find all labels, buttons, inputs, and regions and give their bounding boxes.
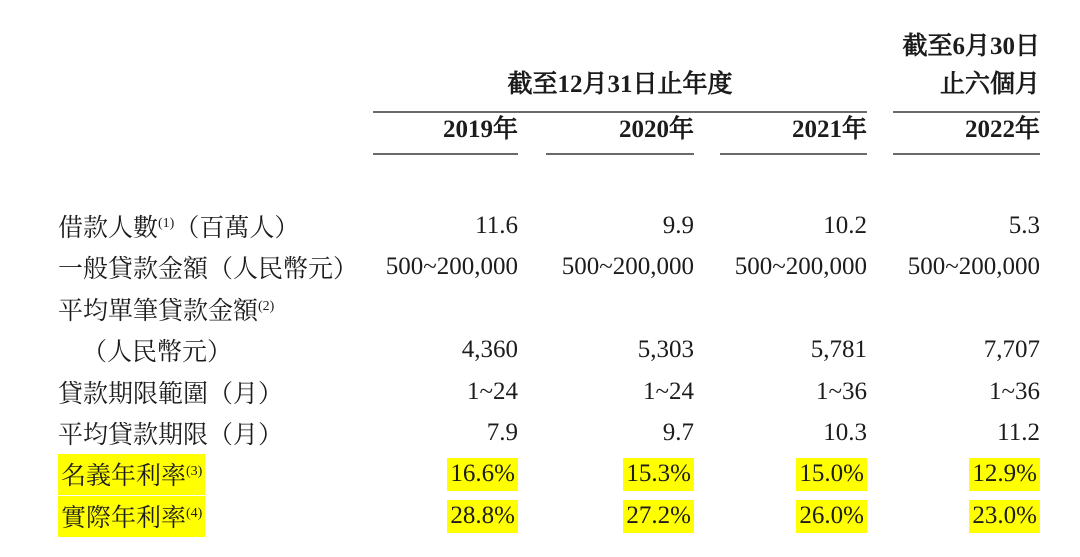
highlighted-value: 27.2% xyxy=(623,500,694,533)
value-cell: 11.6 xyxy=(475,211,518,239)
row-label: 平均貸款期限（月） xyxy=(58,422,284,450)
footnote-marker: (2) xyxy=(258,298,275,314)
highlighted-value: 26.0% xyxy=(796,500,867,533)
loan-statistics-table xyxy=(58,30,1040,537)
footnote-marker: (1) xyxy=(158,215,175,231)
highlighted-value: 16.6% xyxy=(447,458,518,491)
footnote-marker: (3) xyxy=(186,464,203,480)
annual-period-header: 截至12月31日止年度 xyxy=(507,71,733,98)
table-row-effective-apr xyxy=(58,496,1040,538)
header-row-interim-line1 xyxy=(58,30,1040,62)
row-label: 名義年利率$^{(3)}$ xyxy=(58,454,373,496)
row-label: 借款人數$^{(1)}$（百萬人） xyxy=(58,214,300,242)
header-row-periods xyxy=(58,62,1040,100)
value-cell: 7,707 xyxy=(983,336,1040,364)
table-row-average-loan-size-values xyxy=(58,330,1040,372)
footnote-marker: (4) xyxy=(186,505,203,521)
value-cell xyxy=(373,454,518,496)
value-cell: 7.9 xyxy=(486,419,518,447)
value-cell: 9.7 xyxy=(662,419,694,447)
header-row-years xyxy=(58,113,1040,155)
value-cell: 500~200,000 xyxy=(907,253,1040,281)
row-label: （人民幣元） xyxy=(82,339,233,367)
value-cell: 9.9 xyxy=(662,211,694,239)
value-cell xyxy=(720,454,867,496)
row-label: 貸款期限範圍（月） xyxy=(58,380,284,408)
value-cell xyxy=(546,454,694,496)
row-label: 一般貸款金額（人民幣元） xyxy=(58,256,359,284)
table-row-average-loan-size-label xyxy=(58,288,1040,330)
value-cell: 5,303 xyxy=(637,336,694,364)
value-cell xyxy=(373,496,518,538)
year-column-header-2022: 2022年 xyxy=(893,113,1040,155)
year-column-header-2019: 2019年 xyxy=(373,113,518,155)
year-column-header-2021: 2021年 xyxy=(720,113,867,155)
value-cell: 5.3 xyxy=(1008,211,1040,239)
value-cell xyxy=(893,496,1040,538)
year-column-header-2020: 2020年 xyxy=(546,113,694,155)
value-cell: 500~200,000 xyxy=(734,253,867,281)
value-cell: 10.3 xyxy=(823,419,867,447)
value-cell: 1~36 xyxy=(988,377,1040,405)
value-cell: 1~36 xyxy=(815,377,867,405)
table-row-average-tenor xyxy=(58,413,1040,455)
interim-period-header-line1: 截至6月30日 xyxy=(902,33,1040,60)
row-label: 實際年利率$^{(4)}$ xyxy=(58,496,373,538)
value-cell xyxy=(720,496,867,538)
value-cell: 5,781 xyxy=(810,336,867,364)
highlighted-value: 15.3% xyxy=(623,458,694,491)
value-cell: 10.2 xyxy=(823,211,867,239)
value-cell: 1~24 xyxy=(642,377,694,405)
value-cell: 1~24 xyxy=(466,377,518,405)
interim-period-header-line2: 止六個月 xyxy=(939,71,1040,98)
table-row-loan-size-range xyxy=(58,247,1040,289)
table-row-nominal-apr xyxy=(58,454,1040,496)
row-label: 平均單筆貸款金額$^{(2)}$ xyxy=(58,297,275,325)
value-cell: 500~200,000 xyxy=(561,253,694,281)
table-row-borrowers xyxy=(58,205,1040,247)
value-cell: 11.2 xyxy=(997,419,1040,447)
value-cell: 4,360 xyxy=(461,336,518,364)
header-rules xyxy=(58,100,1040,113)
value-cell xyxy=(893,454,1040,496)
highlighted-value: 15.0% xyxy=(796,458,867,491)
header-body-gap xyxy=(58,155,1040,205)
highlighted-value: 28.8% xyxy=(447,500,518,533)
table-row-tenor-range xyxy=(58,371,1040,413)
highlighted-value: 12.9% xyxy=(969,458,1040,491)
highlighted-value: 23.0% xyxy=(969,500,1040,533)
value-cell: 500~200,000 xyxy=(385,253,518,281)
value-cell xyxy=(546,496,694,538)
